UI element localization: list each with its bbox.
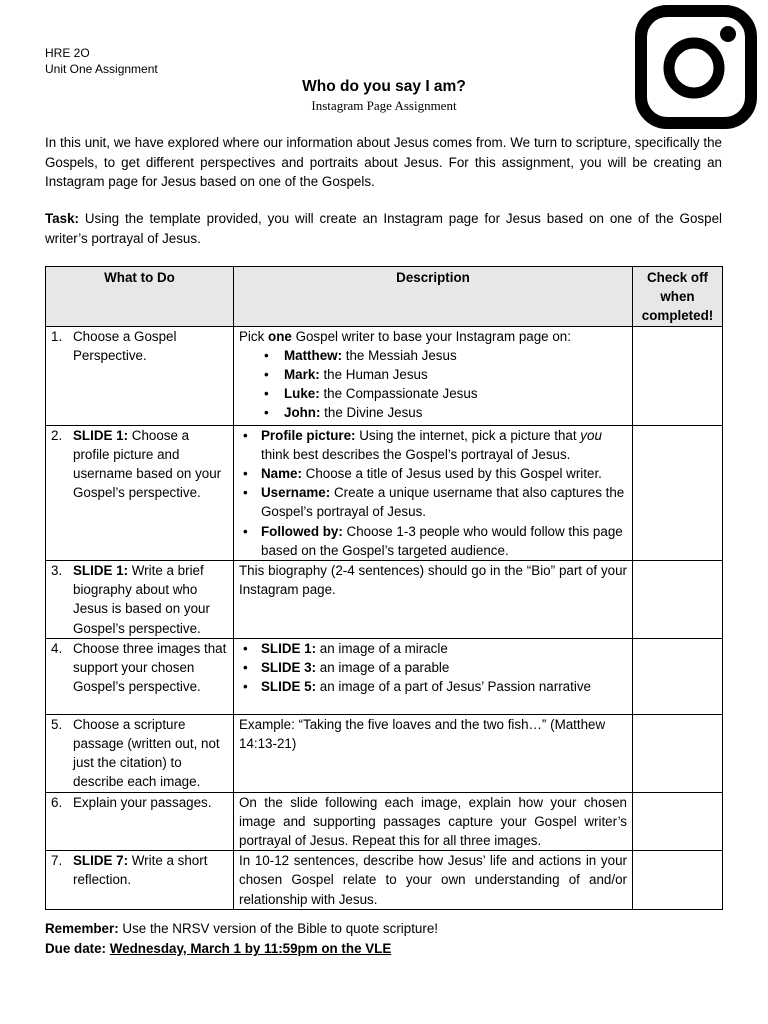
gospel-list — [239, 346, 627, 423]
step-text: SLIDE 1: Choose a profile picture and username based on your Gospel’s perspective. — [73, 427, 222, 501]
list-item: • SLIDE 1: an image of a miracle — [239, 639, 627, 658]
header-check-off: Check off when completed! — [633, 267, 723, 327]
description-cell: In 10-12 sentences, describe how Jesus’ life and actions in your chosen Gospel relate to your own understanding of and/or relationship with Jesus. — [234, 851, 633, 910]
table-row — [46, 561, 723, 639]
step-number: 7. — [51, 853, 63, 869]
step-cell — [46, 638, 234, 714]
checkbox-cell[interactable] — [633, 638, 723, 714]
image-slide-list — [239, 639, 627, 697]
checkbox-cell[interactable] — [633, 326, 723, 425]
step-cell — [46, 792, 234, 851]
task-text: Using the template provided, you will create an Instagram page for Jesus based on one of the Gospel writer’s portrayal of Jesus. — [45, 211, 722, 246]
checkbox-cell[interactable] — [633, 714, 723, 792]
unit-label: Unit One Assignment — [45, 62, 158, 76]
step-cell — [46, 851, 234, 910]
description-cell: On the slide following each image, explain how your chosen image and supporting passages capture your Gospel writer’s portrayal of Jesus. Repeat this for all three images. — [234, 792, 633, 851]
remember-text: Use the NRSV version of the Bible to quote scripture! — [118, 921, 438, 936]
table-row — [46, 851, 723, 910]
intro-paragraph: In this unit, we have explored where our information about Jesus comes from. We turn to scripture, specifically the Gospels, to get different perspectives and portraits about Jesus. For this assignment, you will be creating an Instagram page for Jesus based on one of the Gospels. — [45, 135, 722, 189]
table-header-row — [46, 267, 723, 327]
step-cell — [46, 326, 234, 425]
table-row — [46, 638, 723, 714]
step-number: 6. — [51, 794, 63, 810]
assignment-table — [45, 266, 723, 910]
checkbox-cell[interactable] — [633, 851, 723, 910]
list-item: • Matthew: the Messiah Jesus — [239, 346, 627, 365]
step-number: 3. — [51, 563, 63, 579]
due-date-label: Due date: — [45, 941, 107, 956]
desc-text: Pick — [239, 328, 269, 344]
step-text: Choose a scripture passage (written out, not just the citation) to describe each image. — [73, 716, 220, 790]
list-item: • SLIDE 5: an image of a part of Jesus’ Passion narrative — [239, 677, 627, 696]
list-item: • Mark: the Human Jesus — [239, 365, 627, 384]
course-header — [45, 45, 158, 77]
step-cell — [46, 714, 234, 792]
list-item: • Name: Choose a title of Jesus used by this Gospel writer. — [239, 464, 627, 483]
step-text: Choose three images that support your chosen Gospel’s perspective. — [73, 640, 227, 695]
step-text: Explain your passages. — [73, 794, 212, 810]
due-date-note — [45, 939, 438, 959]
remember-label: Remember: — [45, 921, 119, 936]
desc-bold: one — [268, 328, 292, 344]
table-row — [46, 792, 723, 851]
step-number: 2. — [51, 427, 63, 443]
list-item: • SLIDE 3: an image of a parable — [239, 658, 627, 677]
step-number: 5. — [51, 716, 63, 732]
slide-details-list — [239, 426, 627, 560]
due-date-value: Wednesday, March 1 by 11:59pm on the VLE — [109, 941, 392, 956]
table-row — [46, 326, 723, 425]
task-label: Task: — [45, 211, 79, 226]
list-item: • Luke: the Compassionate Jesus — [239, 384, 627, 403]
list-item: • Followed by: Choose 1-3 people who would follow this page based on the Gospel’s targeted audience. — [239, 522, 627, 560]
step-text: SLIDE 7: Write a short reflection. — [73, 853, 208, 888]
remember-note — [45, 919, 438, 939]
description-cell: Example: “Taking the five loaves and the two fish…” (Matthew 14:13-21) — [234, 714, 633, 792]
header-what-to-do: What to Do — [46, 267, 234, 327]
description-cell — [234, 638, 633, 714]
list-item: • Username: Create a unique username that also captures the Gospel’s portrayal of Jesus. — [239, 483, 627, 521]
list-item: • Profile picture: Using the internet, pick a picture that you think best describes the Gospel’s portrayal of Jesus. — [239, 426, 627, 464]
step-number: 1. — [51, 328, 63, 344]
step-cell — [46, 561, 234, 639]
description-cell — [234, 326, 633, 425]
step-text: Choose a Gospel Perspective. — [73, 328, 177, 363]
table-row — [46, 425, 723, 560]
task-paragraph — [45, 209, 722, 248]
header-description: Description — [234, 267, 633, 327]
footer-notes — [45, 919, 438, 959]
description-cell — [234, 425, 633, 560]
checkbox-cell[interactable] — [633, 561, 723, 639]
page-subtitle: Instagram Page Assignment — [311, 98, 457, 113]
step-text: SLIDE 1: Write a brief biography about who Jesus is based on your Gospel’s perspective. — [73, 563, 210, 636]
list-item: • John: the Divine Jesus — [239, 403, 627, 422]
table-row — [46, 714, 723, 792]
page-title: Who do you say I am? — [302, 78, 466, 95]
description-cell: This biography (2-4 sentences) should go in the “Bio” part of your Instagram page. — [234, 561, 633, 639]
desc-text: Gospel writer to base your Instagram page on: — [291, 328, 571, 344]
step-number: 4. — [51, 640, 63, 656]
step-cell — [46, 425, 234, 560]
course-code: HRE 2O — [45, 46, 90, 60]
checkbox-cell[interactable] — [633, 425, 723, 560]
checkbox-cell[interactable] — [633, 792, 723, 851]
